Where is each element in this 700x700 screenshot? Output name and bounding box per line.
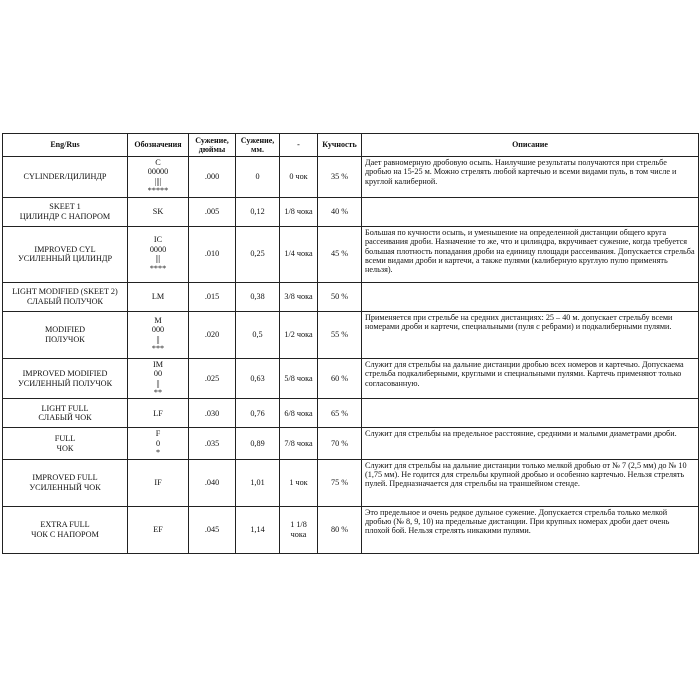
choke-mark-line: || bbox=[156, 378, 160, 388]
header-density: Кучность bbox=[318, 134, 362, 157]
choke-name-cell bbox=[3, 157, 128, 198]
choke-mark-line: SK bbox=[152, 206, 164, 216]
choke-name-en: LIGHT MODIFIED (SKEET 2) bbox=[12, 287, 118, 297]
choke-mark-cell bbox=[128, 197, 189, 226]
constriction-inches-cell: .010 bbox=[189, 226, 236, 282]
choke-mark-line: *** bbox=[151, 344, 165, 354]
choke-mark-line: 00000 bbox=[147, 167, 169, 177]
description-cell: Дает равномерную дробовую осыпь. Наилучшие результаты получаются при стрельбе дробью на 15-25 м. Можно стрелять любой картечью и всеми видами пуль, в том числе и круглой калиберной. bbox=[362, 157, 699, 198]
choke-name-en: FULL bbox=[54, 434, 76, 444]
choke-name-ru: СЛАБЫЙ ПОЛУЧОК bbox=[27, 296, 103, 306]
choke-name-ru: ЦИЛИНДР С НАПОРОМ bbox=[19, 211, 111, 221]
choke-mark-line: LF bbox=[153, 408, 163, 418]
table-row bbox=[3, 459, 699, 506]
constriction-inches-cell: .040 bbox=[189, 459, 236, 506]
description-cell: Служит для стрельбы на предельное расстояние, средними и малыми диаметрами дроби. bbox=[362, 428, 699, 459]
choke-name-ru: СЛАБЫЙ ЧОК bbox=[38, 413, 92, 423]
table-row bbox=[3, 226, 699, 282]
constriction-inches-cell: .030 bbox=[189, 399, 236, 428]
constriction-mm-cell: 1,01 bbox=[236, 459, 280, 506]
choke-mark-line: EF bbox=[153, 524, 163, 534]
choke-fraction-cell: 0 чок bbox=[280, 157, 318, 198]
choke-mark-line: **** bbox=[149, 263, 167, 273]
choke-name-cell bbox=[3, 311, 128, 358]
header-row bbox=[3, 134, 699, 157]
table-row bbox=[3, 311, 699, 358]
density-cell: 75 % bbox=[318, 459, 362, 506]
choke-fraction-cell: 1/4 чока bbox=[280, 226, 318, 282]
density-cell: 45 % bbox=[318, 226, 362, 282]
choke-fraction-cell: 1 чок bbox=[280, 459, 318, 506]
choke-name-ru: ЧОК С НАПОРОМ bbox=[31, 529, 99, 539]
choke-mark-line: || bbox=[156, 334, 160, 344]
constriction-mm-cell: 1,14 bbox=[236, 506, 280, 553]
table-row bbox=[3, 399, 699, 428]
choke-mark-cell bbox=[128, 311, 189, 358]
constriction-inches-cell: .025 bbox=[189, 358, 236, 399]
choke-mark-line: F bbox=[155, 429, 161, 439]
density-cell: 35 % bbox=[318, 157, 362, 198]
choke-fraction-cell: 6/8 чока bbox=[280, 399, 318, 428]
choke-name-cell bbox=[3, 399, 128, 428]
constriction-inches-cell: .020 bbox=[189, 311, 236, 358]
choke-name-en: EXTRA FULL bbox=[40, 520, 90, 530]
choke-name-cell bbox=[3, 226, 128, 282]
description-cell: Применяется при стрельбе на средних дистанциях: 25 – 40 м. допускает стрельбу всеми номерами дроби и картечи, специальными (пуля с ребрами) и подкалиберными пулями. bbox=[362, 311, 699, 358]
table-body bbox=[3, 157, 699, 554]
choke-name-ru: УСИЛЕННЫЙ ПОЛУЧОК bbox=[17, 378, 113, 388]
choke-name-en: IMPROVED MODIFIED bbox=[22, 369, 108, 379]
choke-mark-line: 00 bbox=[153, 369, 163, 379]
choke-mark-line: IM bbox=[152, 359, 163, 369]
constriction-mm-cell: 0,89 bbox=[236, 428, 280, 459]
choke-mark-cell bbox=[128, 459, 189, 506]
choke-name-en: MODIFIED bbox=[44, 325, 86, 335]
description-cell: Служит для стрельбы на дальние дистанции только мелкой дробью от № 7 (2,5 мм) до № 10 (1,75 мм). Не годится для стрельбы крупной дробью и особенно картечью. Нельзя стрелять пулей. Предназначается для стрельбы на траншейном стенде. bbox=[362, 459, 699, 506]
choke-mark-line: ***** bbox=[147, 186, 169, 196]
table-row bbox=[3, 506, 699, 553]
constriction-mm-cell: 0,38 bbox=[236, 282, 280, 311]
choke-mark-line: M bbox=[154, 315, 162, 325]
header-constriction-mm: Сужение, мм. bbox=[236, 134, 280, 157]
header-designation: Обозначения bbox=[128, 134, 189, 157]
table-row bbox=[3, 197, 699, 226]
choke-mark-line: IC bbox=[153, 235, 163, 245]
density-cell: 55 % bbox=[318, 311, 362, 358]
description-cell: Служит для стрельбы на дальние дистанции дробью всех номеров и картечью. Допускаема стрельба подкалиберными, круглыми и специальными пулями. Картечь применяют только согласованную. bbox=[362, 358, 699, 399]
description-cell bbox=[362, 399, 699, 428]
choke-fraction-cell: 5/8 чока bbox=[280, 358, 318, 399]
choke-mark-line: C bbox=[155, 158, 161, 167]
choke-mark-cell bbox=[128, 157, 189, 198]
density-cell: 65 % bbox=[318, 399, 362, 428]
choke-mark-cell bbox=[128, 226, 189, 282]
constriction-inches-cell: .005 bbox=[189, 197, 236, 226]
choke-fraction-cell: 1/8 чока bbox=[280, 197, 318, 226]
constriction-inches-cell: .045 bbox=[189, 506, 236, 553]
constriction-inches-cell: .000 bbox=[189, 157, 236, 198]
constriction-mm-cell: 0,12 bbox=[236, 197, 280, 226]
choke-fraction-cell: 1 1/8 чока bbox=[280, 506, 318, 553]
density-cell: 40 % bbox=[318, 197, 362, 226]
description-cell bbox=[362, 197, 699, 226]
constriction-mm-cell: 0,25 bbox=[236, 226, 280, 282]
choke-name-ru: УСИЛЕННЫЙ ЧОК bbox=[29, 482, 101, 492]
choke-name-cell bbox=[3, 506, 128, 553]
choke-table bbox=[2, 133, 699, 554]
choke-mark-cell bbox=[128, 506, 189, 553]
description-cell: Это предельное и очень редкое дульное сужение. Допускается стрельба только мелкой дробью (№ 8, 9, 10) на предельные дистанции. При крупных номерах дроби дает очень плохой бой. Нельзя стрелять никакими пулями. bbox=[362, 506, 699, 553]
choke-name-en: SKEET 1 bbox=[49, 202, 81, 212]
constriction-mm-cell: 0,5 bbox=[236, 311, 280, 358]
choke-mark-line: * bbox=[155, 448, 161, 458]
choke-mark-line: ||| bbox=[155, 254, 161, 264]
density-cell: 70 % bbox=[318, 428, 362, 459]
choke-name-cell bbox=[3, 282, 128, 311]
choke-fraction-cell: 1/2 чока bbox=[280, 311, 318, 358]
table-row bbox=[3, 157, 699, 198]
choke-mark-line: 000 bbox=[151, 325, 165, 335]
choke-mark-cell bbox=[128, 282, 189, 311]
header-eng-rus: Eng/Rus bbox=[3, 134, 128, 157]
choke-fraction-cell: 7/8 чока bbox=[280, 428, 318, 459]
choke-mark-line: 0 bbox=[155, 438, 161, 448]
table-row bbox=[3, 358, 699, 399]
choke-mark-cell bbox=[128, 428, 189, 459]
table-row bbox=[3, 282, 699, 311]
choke-name-en: IMPROVED CYL bbox=[34, 244, 96, 254]
choke-mark-line: |||| bbox=[154, 176, 162, 186]
header-description: Описание bbox=[362, 134, 699, 157]
choke-mark-line: 0000 bbox=[149, 244, 167, 254]
header-constriction-inches: Сужение, дюймы bbox=[189, 134, 236, 157]
choke-name-en: LIGHT FULL bbox=[41, 403, 89, 413]
header-dash: - bbox=[280, 134, 318, 157]
constriction-mm-cell: 0,63 bbox=[236, 358, 280, 399]
density-cell: 80 % bbox=[318, 506, 362, 553]
choke-mark-line: IF bbox=[154, 477, 162, 487]
density-cell: 50 % bbox=[318, 282, 362, 311]
constriction-inches-cell: .035 bbox=[189, 428, 236, 459]
choke-mark-cell bbox=[128, 399, 189, 428]
constriction-inches-cell: .015 bbox=[189, 282, 236, 311]
choke-name-ru: ПОЛУЧОК bbox=[45, 334, 85, 344]
constriction-mm-cell: 0 bbox=[236, 157, 280, 198]
choke-name-cell bbox=[3, 197, 128, 226]
constriction-mm-cell: 0,76 bbox=[236, 399, 280, 428]
description-cell bbox=[362, 282, 699, 311]
description-cell: Большая по кучности осыпь, и уменьшение на определенной дистанции общего круга рассеивания дроби. Назначение то же, что и цилиндра, вкручивает сужение, когда требуется большая плотность попадания дроби на единицу площади рассеивания. Допускается стрельба всеми видами дроби и картечи, а также пулями (калиберную круглую пулю применять нельзя). bbox=[362, 226, 699, 282]
choke-mark-line: ** bbox=[153, 387, 163, 397]
table-row bbox=[3, 428, 699, 459]
density-cell: 60 % bbox=[318, 358, 362, 399]
choke-fraction-cell: 3/8 чока bbox=[280, 282, 318, 311]
choke-name-cell bbox=[3, 428, 128, 459]
choke-name-ru: ЧОК bbox=[56, 443, 74, 453]
choke-mark-cell bbox=[128, 358, 189, 399]
choke-name-en: IMPROVED FULL bbox=[32, 473, 98, 483]
choke-name-ru: УСИЛЕННЫЙ ЦИЛИНДР bbox=[18, 254, 112, 264]
choke-name-cell bbox=[3, 358, 128, 399]
choke-name-cell bbox=[3, 459, 128, 506]
choke-mark-line: LM bbox=[151, 291, 165, 301]
choke-name-en: CYLINDER/ЦИЛИНДР bbox=[23, 172, 107, 182]
